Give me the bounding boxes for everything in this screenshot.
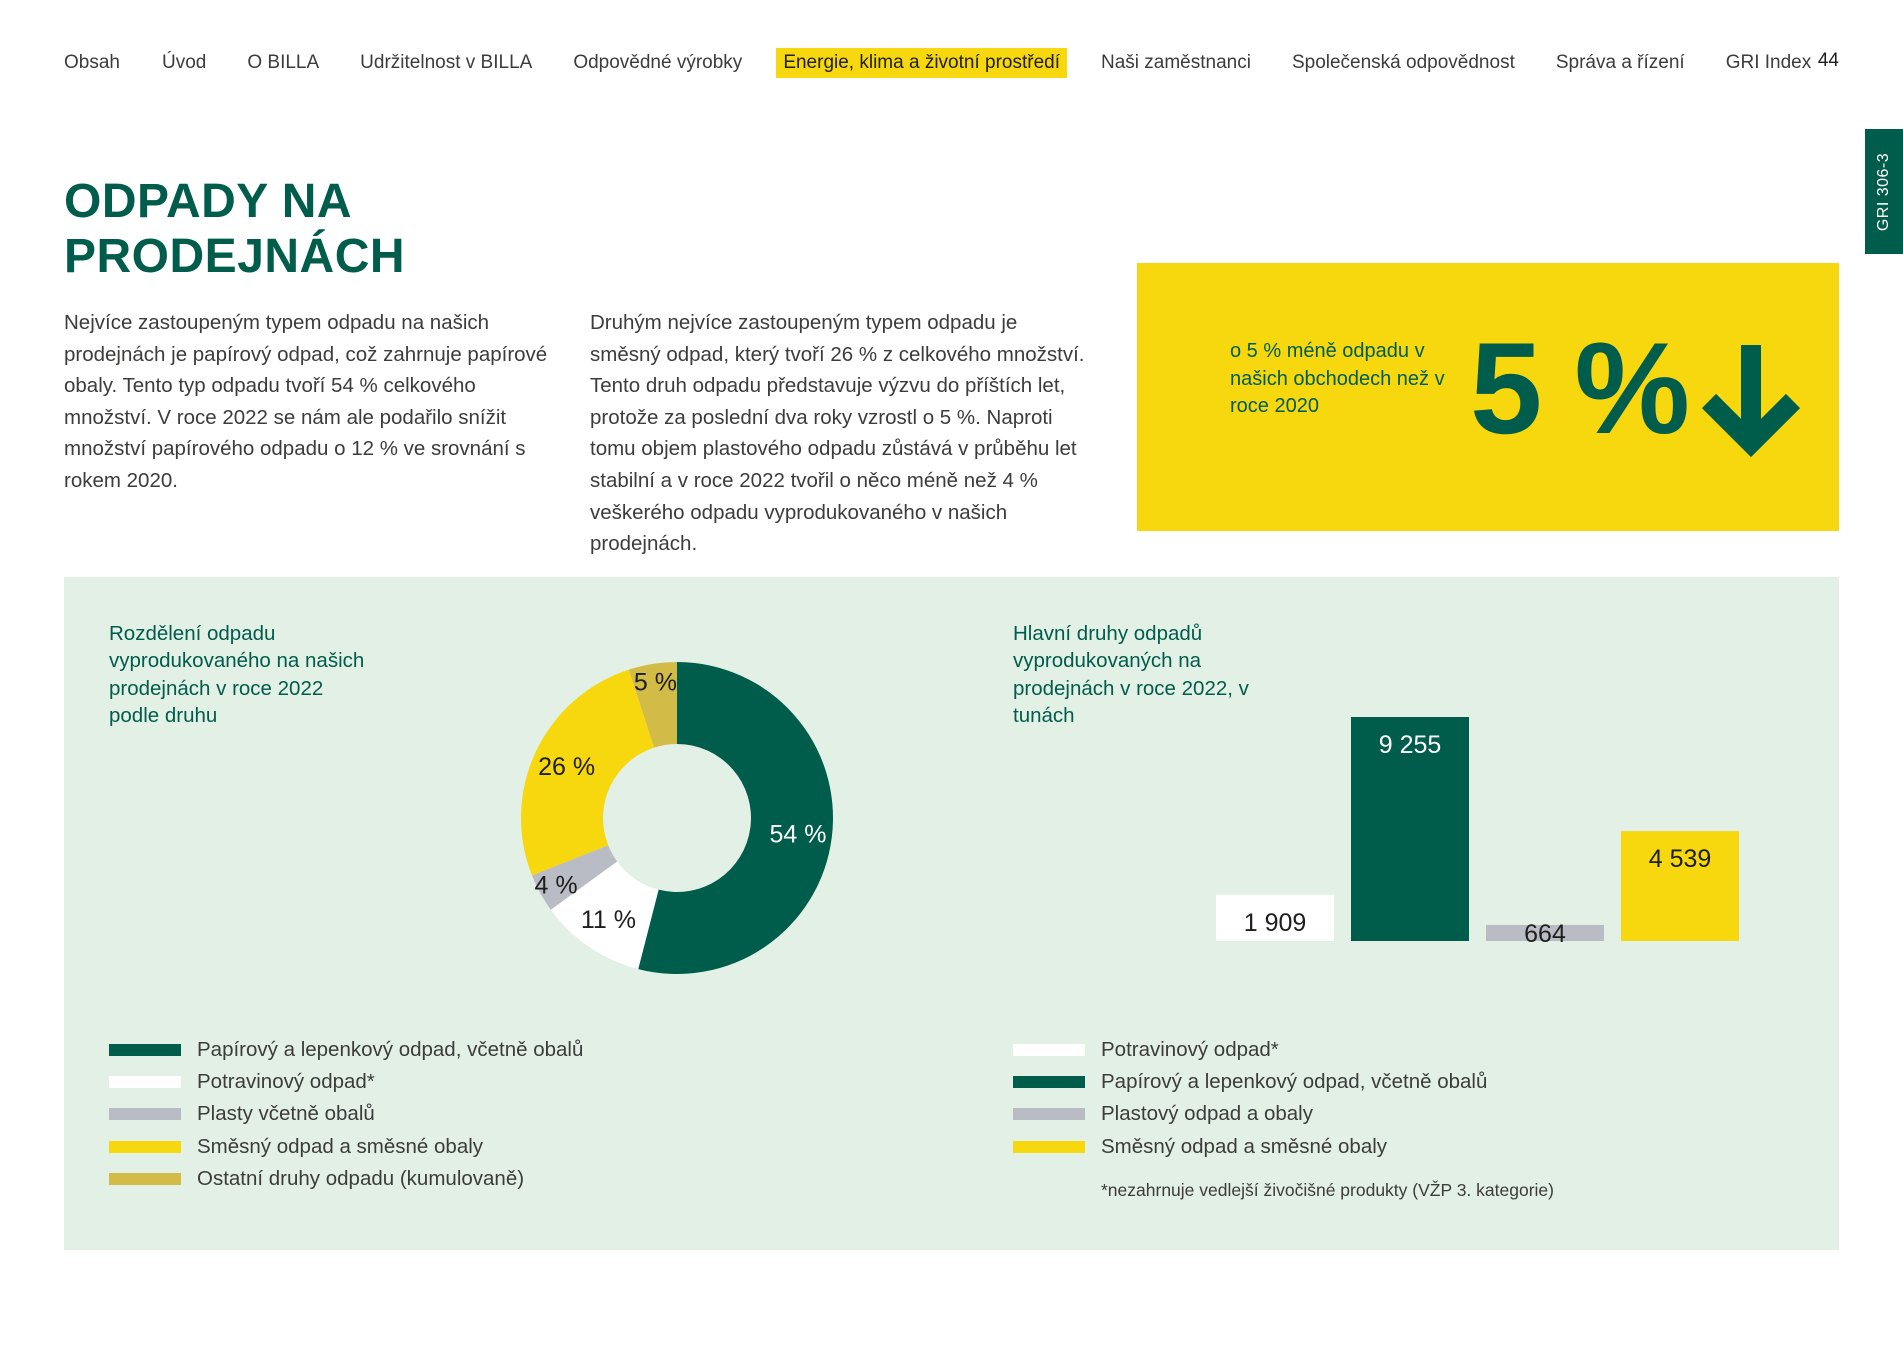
highlight-box <box>1137 263 1839 531</box>
legend-label: Papírový a lepenkový odpad, včetně obalů <box>1101 1070 1488 1094</box>
legend-label: Směsný odpad a směsné obaly <box>197 1134 484 1158</box>
nav-item-sprava-a-rizeni[interactable]: Správa a řízení <box>1555 52 1685 73</box>
page-number: 44 <box>1817 50 1839 71</box>
gri-side-tab[interactable] <box>1865 129 1903 254</box>
legend-swatch <box>109 1044 181 1056</box>
top-navigation <box>64 46 1845 80</box>
nav-item-zamestnanci[interactable]: Naši zaměstnanci <box>1101 52 1251 73</box>
nav-item-spolecenska-odpovednost[interactable]: Společenská odpovědnost <box>1291 52 1515 73</box>
legend-label: Plasty včetně obalů <box>197 1102 375 1126</box>
legend-swatch <box>109 1108 181 1120</box>
bar-legend <box>1013 1034 1487 1163</box>
nav-item-energie-active[interactable]: Energie, klima a životní prostředí <box>776 48 1067 78</box>
donut-label-ostatni-druhy-odpadu-kumulovane: 5 % <box>633 668 677 697</box>
bar-legend-item <box>1013 1066 1487 1098</box>
title-line-2: PRODEJNÁCH <box>64 230 406 283</box>
highlight-text: o 5 % méně odpadu v našich obchodech než v roce 2020 <box>1230 340 1445 417</box>
legend-swatch <box>1013 1076 1085 1088</box>
bar-legend-item <box>1013 1098 1487 1130</box>
bar-legend-item <box>1013 1034 1487 1066</box>
legend-label: Ostatní druhy odpadu (kumulovaně) <box>197 1166 525 1190</box>
gri-tab-label: GRI 306-3 <box>1875 152 1892 231</box>
nav-item-uvod[interactable]: Úvod <box>161 52 207 73</box>
bar-chart-title: Hlavní druhy odpadů vyprodukovaných na prodejnách v roce 2022, v tunách <box>1013 622 1249 727</box>
donut-label-potravinovy-odpad: 11 % <box>580 905 636 934</box>
footnote: *nezahrnuje vedlejší živočišné produkty (VŽP 3. kategorie) <box>1101 1180 1554 1200</box>
page-title <box>64 174 405 284</box>
nav-item-o-billa[interactable]: O BILLA <box>247 52 320 73</box>
nav-item-udrzitelnost[interactable]: Udržitelnost v BILLA <box>360 52 533 73</box>
legend-label: Směsný odpad a směsné obaly <box>1101 1134 1388 1158</box>
donut-label-papirovy-a-lepenkovy-odpad-vcetne-obalu: 54 % <box>769 820 827 849</box>
legend-label: Plastový odpad a obaly <box>1101 1102 1313 1126</box>
donut-legend-item <box>109 1034 583 1066</box>
arrow-down-icon <box>1699 339 1803 459</box>
donut-legend-item <box>109 1131 583 1163</box>
legend-swatch <box>109 1173 181 1185</box>
nav-item-gri-index[interactable]: GRI Index <box>1725 52 1812 73</box>
bar-label-papirovy-a-lepenkovy-odpad-vcetne-obalu: 9 255 <box>1378 731 1442 759</box>
bar-legend-item <box>1013 1131 1487 1163</box>
bar-chart <box>64 577 1839 997</box>
nav-item-obsah[interactable]: Obsah <box>64 52 120 73</box>
legend-label: Papírový a lepenkový odpad, včetně obalů <box>197 1038 584 1062</box>
bar-label-plastovy-odpad-a-obaly: 664 <box>1524 919 1566 948</box>
legend-label: Potravinový odpad* <box>197 1070 375 1094</box>
legend-swatch <box>1013 1044 1085 1056</box>
bar-label-smesny-odpad-a-smesne-obaly: 4 539 <box>1648 845 1712 874</box>
legend-swatch <box>109 1076 181 1088</box>
donut-label-plasty-vcetne-obalu: 4 % <box>534 871 578 900</box>
donut-legend-item <box>109 1098 583 1130</box>
legend-swatch <box>1013 1141 1085 1153</box>
bar-label-potravinovy-odpad: 1 909 <box>1243 908 1307 937</box>
nav-item-odpovedne-vyrobky[interactable]: Odpovědné výrobky <box>573 52 743 73</box>
title-line-1: ODPADY NA <box>64 175 353 228</box>
charts-panel <box>64 577 1839 1250</box>
intro-paragraph-2: Druhým nejvíce zastoupeným typem odpadu je směsný odpad, který tvoří 26 % z celkového množství. Tento druh odpadu představuje výzvu do příštích let, protože za poslední dva roky vzrostl o 5 %. Naproti tomu objem plastového odpadu zůstává v průběhu let stabilní a v roce 2022 tvořil o něco méně než 4 % veškerého odpadu vyprodukovaného v našich prodejnách. <box>590 311 1085 556</box>
legend-label: Potravinový odpad* <box>1101 1038 1279 1062</box>
intro-paragraph-1: Nejvíce zastoupeným typem odpadu na našich prodejnách je papírový odpad, což zahrnuje papírové obaly. Tento typ odpadu tvoří 54 % celkového množství. V roce 2022 se nám ale podařilo snížit množství papírového odpadu o 12 % ve srovnání s rokem 2020. <box>64 311 548 492</box>
donut-legend-item <box>109 1163 583 1195</box>
donut-legend-item <box>109 1066 583 1098</box>
legend-swatch <box>1013 1108 1085 1120</box>
legend-swatch <box>109 1141 181 1153</box>
highlight-value: 5 % <box>1470 315 1689 461</box>
donut-legend <box>109 1034 583 1195</box>
donut-chart-title: Rozdělení odpadu vyprodukovaného na našich prodejnách v roce 2022 podle druhu <box>109 622 365 727</box>
donut-label-smesny-odpad-a-smesne-obaly: 26 % <box>538 753 596 782</box>
